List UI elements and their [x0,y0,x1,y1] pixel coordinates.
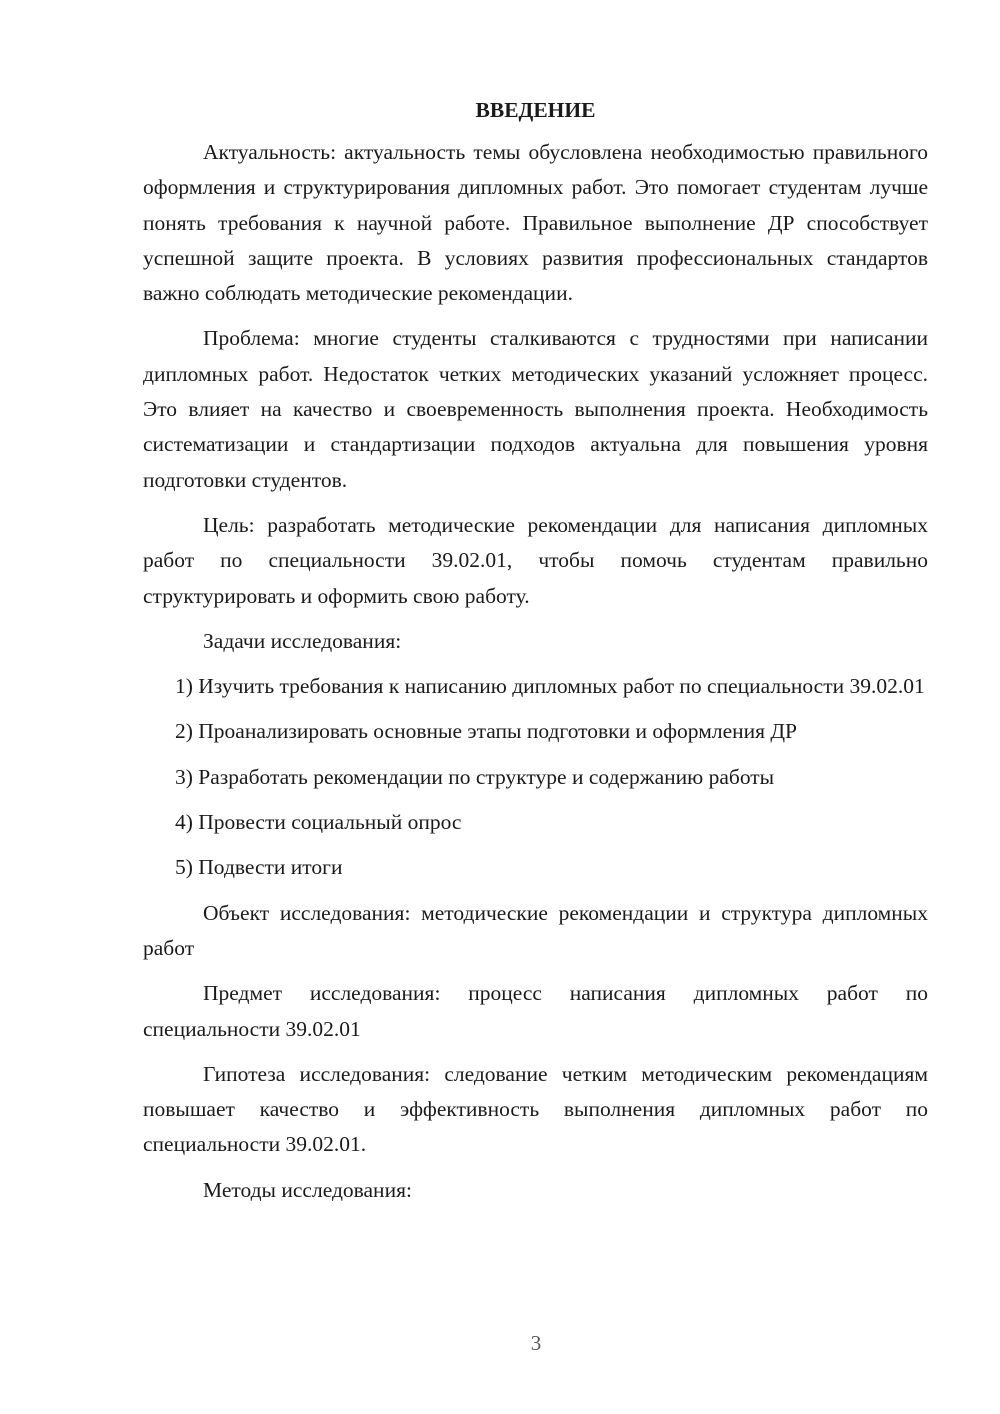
task-item: 2) Проанализировать основные этапы подготовки и оформления ДР [175,719,798,744]
task-item: 4) Провести социальный опрос [175,810,462,835]
page-content [143,93,928,1218]
page-title: ВВЕДЕНИЕ [475,98,596,122]
methods-heading: Методы исследования: [203,1177,412,1202]
page-number: 3 [530,1331,542,1355]
task-item: 5) Подвести итоги [175,855,343,880]
task-item: 1) Изучить требования к написанию дипломных работ по специальности 39.02.01 [175,674,925,699]
task-item: 3) Разработать рекомендации по структуре и содержанию работы [175,764,775,789]
paragraph-hypothesis: Гипотеза исследования: следование четким методическим рекомендациям повышает качество и эффективность выполнения дипломных работ по специальности 39.02.01. [143,1061,928,1157]
paragraph-subject: Предмет исследования: процесс написания дипломных работ по специальности 39.02.01 [143,981,928,1041]
paragraph-relevance: Актуальность: актуальность темы обусловлена необходимостью правильного оформления и структурирования дипломных работ. Это помогает студентам лучше понять требования к научной работе. Правильное выполнение ДР способствует успешной защите проекта. В условиях развития профессиональных стандартов важно соблюдать методические рекомендации. [143,140,928,306]
tasks-heading: Задачи исследования: [203,628,402,653]
paragraph-object: Объект исследования: методические рекомендации и структура дипломных работ [143,900,928,960]
paragraph-goal: Цель: разработать методические рекомендации для написания дипломных работ по специальности 39.02.01, чтобы помочь студентам правильно структурировать и оформить свою работу. [143,512,928,608]
paragraph-problem: Проблема: многие студенты сталкиваются с трудностями при написании дипломных работ. Недостаток четких методических указаний усложняет процесс. Это влияет на качество и своевременность выполнения проекта. Необходимость систематизации и стандартизации подходов актуальна для повышения уровня подготовки студентов. [143,326,928,492]
